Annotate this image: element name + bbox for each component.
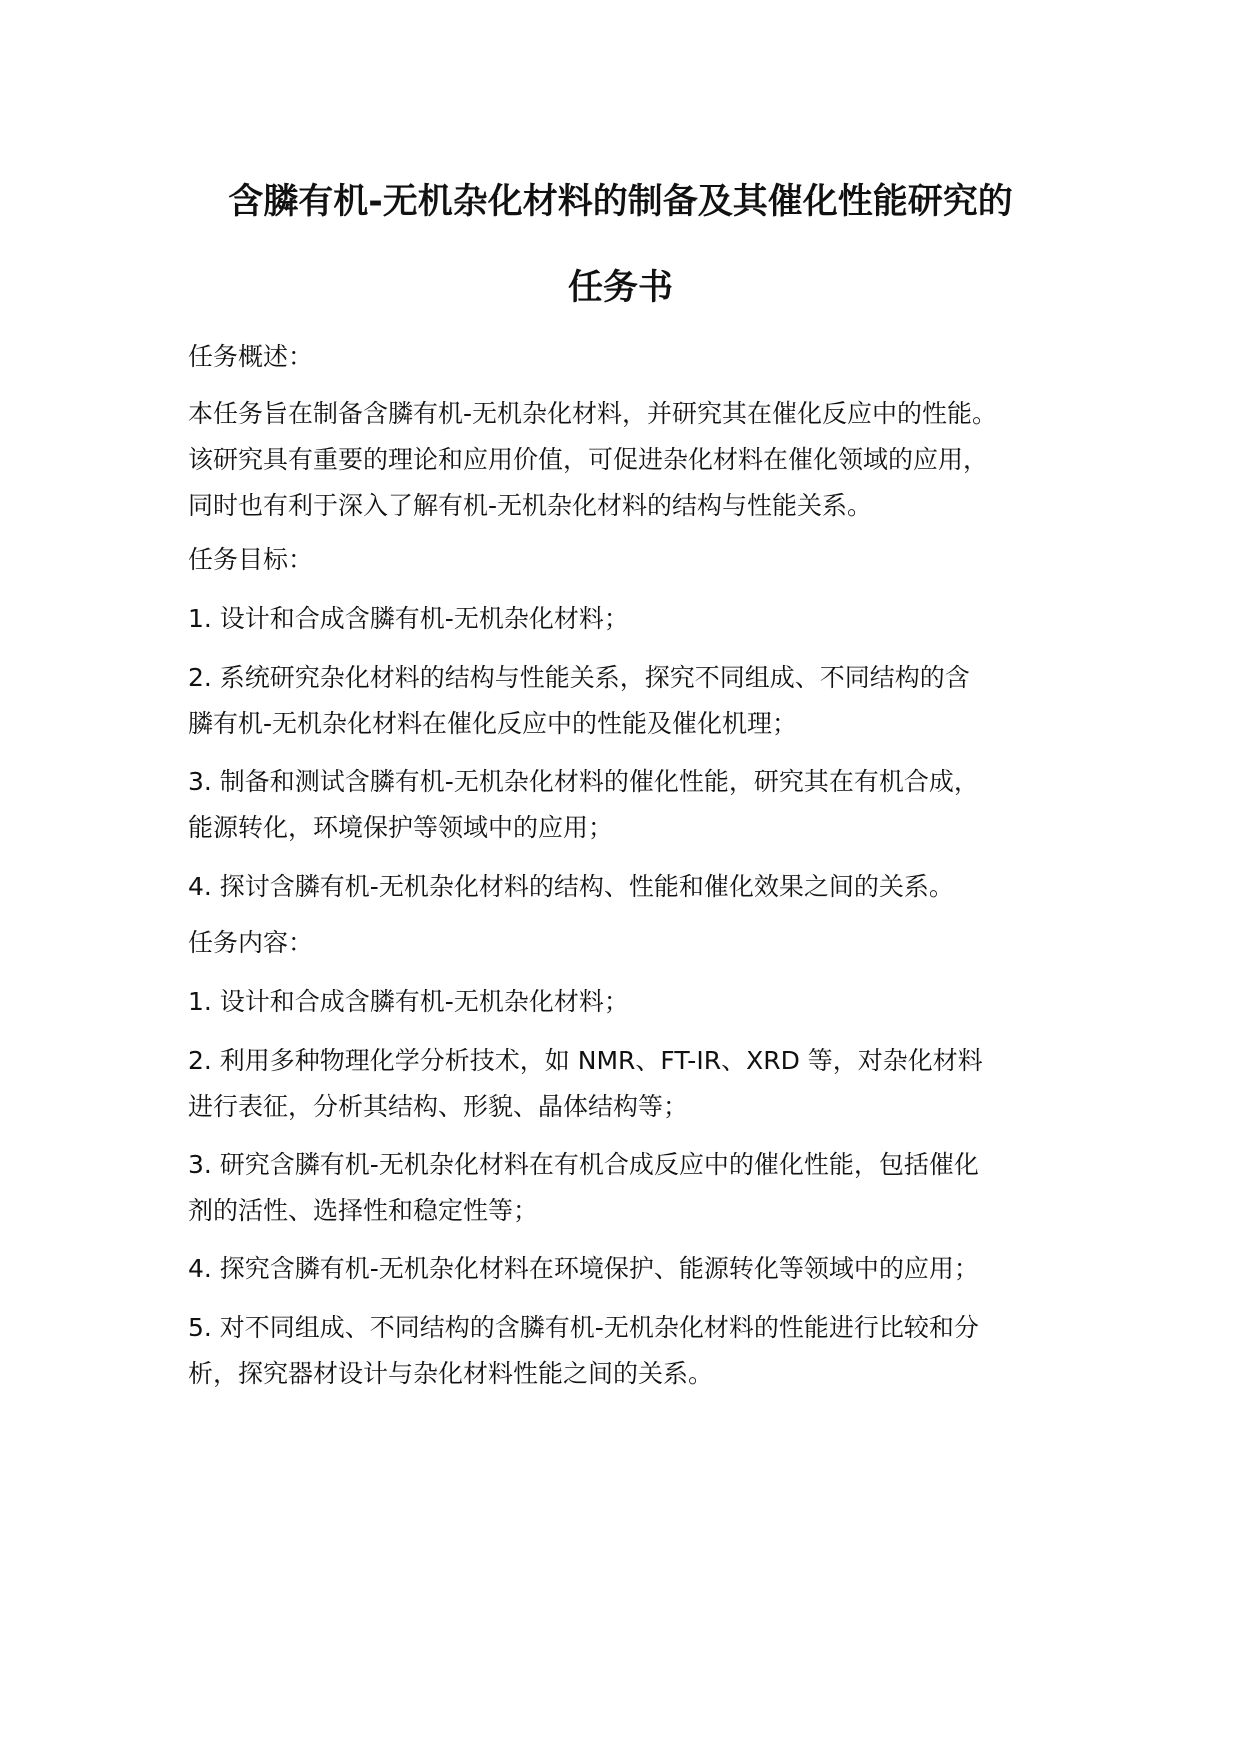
goal-line: 3. 制备和测试含膦有机-无机杂化材料的催化性能，研究其在有机合成， bbox=[188, 767, 979, 796]
content-item-3 bbox=[188, 1142, 1088, 1234]
goal-item-4: 4. 探讨含膦有机-无机杂化材料的结构、性能和催化效果之间的关系。 bbox=[188, 872, 954, 901]
content-item-4: 4. 探究含膦有机-无机杂化材料在环境保护、能源转化等领域中的应用； bbox=[188, 1254, 979, 1283]
content-item-5 bbox=[188, 1305, 1088, 1397]
goals-heading: 任务目标： bbox=[188, 545, 314, 574]
content-heading: 任务内容： bbox=[188, 928, 314, 957]
goal-line: 2. 系统研究杂化材料的结构与性能关系，探究不同组成、不同结构的含 bbox=[188, 663, 970, 692]
content-item-2 bbox=[188, 1038, 1088, 1130]
content-line: 2. 利用多种物理化学分析技术，如 NMR、FT-IR、XRD 等，对杂化材料 bbox=[188, 1046, 983, 1075]
overview-line: 本任务旨在制备含膦有机-无机杂化材料，并研究其在催化反应中的性能。 bbox=[188, 399, 998, 428]
goal-item-1: 1. 设计和合成含膦有机-无机杂化材料； bbox=[188, 604, 629, 633]
content-item-1: 1. 设计和合成含膦有机-无机杂化材料； bbox=[188, 987, 629, 1016]
content-line: 剂的活性、选择性和稳定性等； bbox=[188, 1196, 539, 1225]
overview-line: 该研究具有重要的理论和应用价值，可促进杂化材料在催化领域的应用， bbox=[188, 445, 989, 474]
content-line: 5. 对不同组成、不同结构的含膦有机-无机杂化材料的性能进行比较和分 bbox=[188, 1313, 979, 1342]
document-title-line-2: 任务书 bbox=[567, 268, 673, 308]
goal-item-2 bbox=[188, 655, 1088, 747]
goal-line: 膦有机-无机杂化材料在催化反应中的性能及催化机理； bbox=[188, 709, 798, 738]
content-line: 3. 研究含膦有机-无机杂化材料在有机合成反应中的催化性能，包括催化 bbox=[188, 1150, 979, 1179]
content-line: 进行表征，分析其结构、形貌、晶体结构等； bbox=[188, 1092, 689, 1121]
content-line: 析，探究器材设计与杂化材料性能之间的关系。 bbox=[188, 1359, 714, 1388]
document-title-line-1: 含膦有机-无机杂化材料的制备及其催化性能研究的 bbox=[228, 182, 1013, 222]
goal-item-3 bbox=[188, 759, 1088, 851]
overview-line: 同时也有利于深入了解有机-无机杂化材料的结构与性能关系。 bbox=[188, 491, 873, 520]
goal-line: 能源转化，环境保护等领域中的应用； bbox=[188, 813, 614, 842]
overview-heading: 任务概述： bbox=[188, 342, 314, 371]
overview-paragraph bbox=[188, 391, 1088, 529]
